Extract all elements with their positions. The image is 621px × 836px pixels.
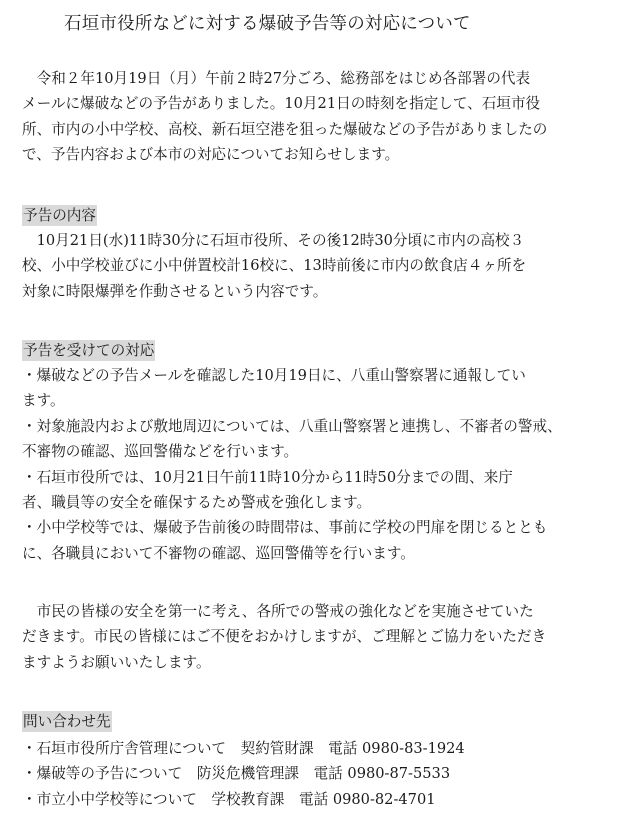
section-heading-notice: 予告の内容 xyxy=(23,207,96,224)
response-line: ・小中学校等では、爆破予告前後の時間帯は、事前に学校の門扉を閉じるととも xyxy=(22,519,548,537)
contact-list xyxy=(22,736,600,812)
response-line: ・爆破などの予告メールを確認した10月19日に、八重山警察署に通報してい xyxy=(22,367,526,384)
response-line: ・石垣市役所では、10月21日午前11時10分から11時50分までの間、来庁 xyxy=(22,468,513,486)
closing-line: 市民の皆様の安全を第一に考え、各所での警戒の強化などを実施させていた xyxy=(22,603,534,620)
notice-line: 校、小中学校並びに小中併置校計16校に、13時前後に市内の飲食店４ヶ所を xyxy=(22,257,527,275)
notice-line: 対象に時限爆弾を作動させるという内容です。 xyxy=(22,282,328,300)
intro-line: 所、市内の小中学校、高校、新石垣空港を狙った爆破などの予告がありましたの xyxy=(22,120,548,138)
closing-line: ますようお願いいたします。 xyxy=(22,653,211,671)
notice-line: 10月21日(水)11時30分に石垣市役所、その後12時30分頃に市内の高校３ xyxy=(22,232,525,249)
response-list xyxy=(22,363,600,566)
contact-line: ・爆破等の予告について 防災危機管理課 電話 0980-87-5533 xyxy=(22,765,451,783)
section-heading-contact: 問い合わせ先 xyxy=(23,713,111,730)
response-line: 者、職員等の安全を確保するため警戒を強化します。 xyxy=(22,494,372,512)
response-line: ・対象施設内および敷地周辺については、八重山警察署と連携し、不審者の警戒、 xyxy=(22,417,562,435)
document-title: 石垣市役所などに対する爆破予告等の対応について xyxy=(64,14,471,34)
intro-paragraph xyxy=(22,66,600,168)
response-line: 不審物の確認、巡回警備などを行います。 xyxy=(22,443,299,461)
intro-line: メールに爆破などの予告がありました。10月21日の時刻を指定して、石垣市役 xyxy=(22,95,541,113)
contact-line: ・市立小中学校等について 学校教育課 電話 0980-82-4701 xyxy=(22,790,436,808)
closing-paragraph xyxy=(22,599,600,675)
notice-paragraph xyxy=(22,228,600,304)
response-line: に、各職員において不審物の確認、巡回警備等を行います。 xyxy=(22,544,415,562)
closing-line: だきます。市民の皆様にはご不便をおかけしますが、ご理解とご協力をいただき xyxy=(22,628,547,646)
section-heading-response: 予告を受けての対応 xyxy=(23,342,155,359)
contact-line: ・石垣市役所庁舎管理について 契約管財課 電話 0980-83-1924 xyxy=(22,740,465,757)
intro-line: 令和２年10月19日（月）午前２時27分ごろ、総務部をはじめ各部署の代表 xyxy=(22,70,531,87)
intro-line: で、予告内容および本市の対応についてお知らせします。 xyxy=(22,146,400,164)
response-line: ます。 xyxy=(22,392,65,410)
